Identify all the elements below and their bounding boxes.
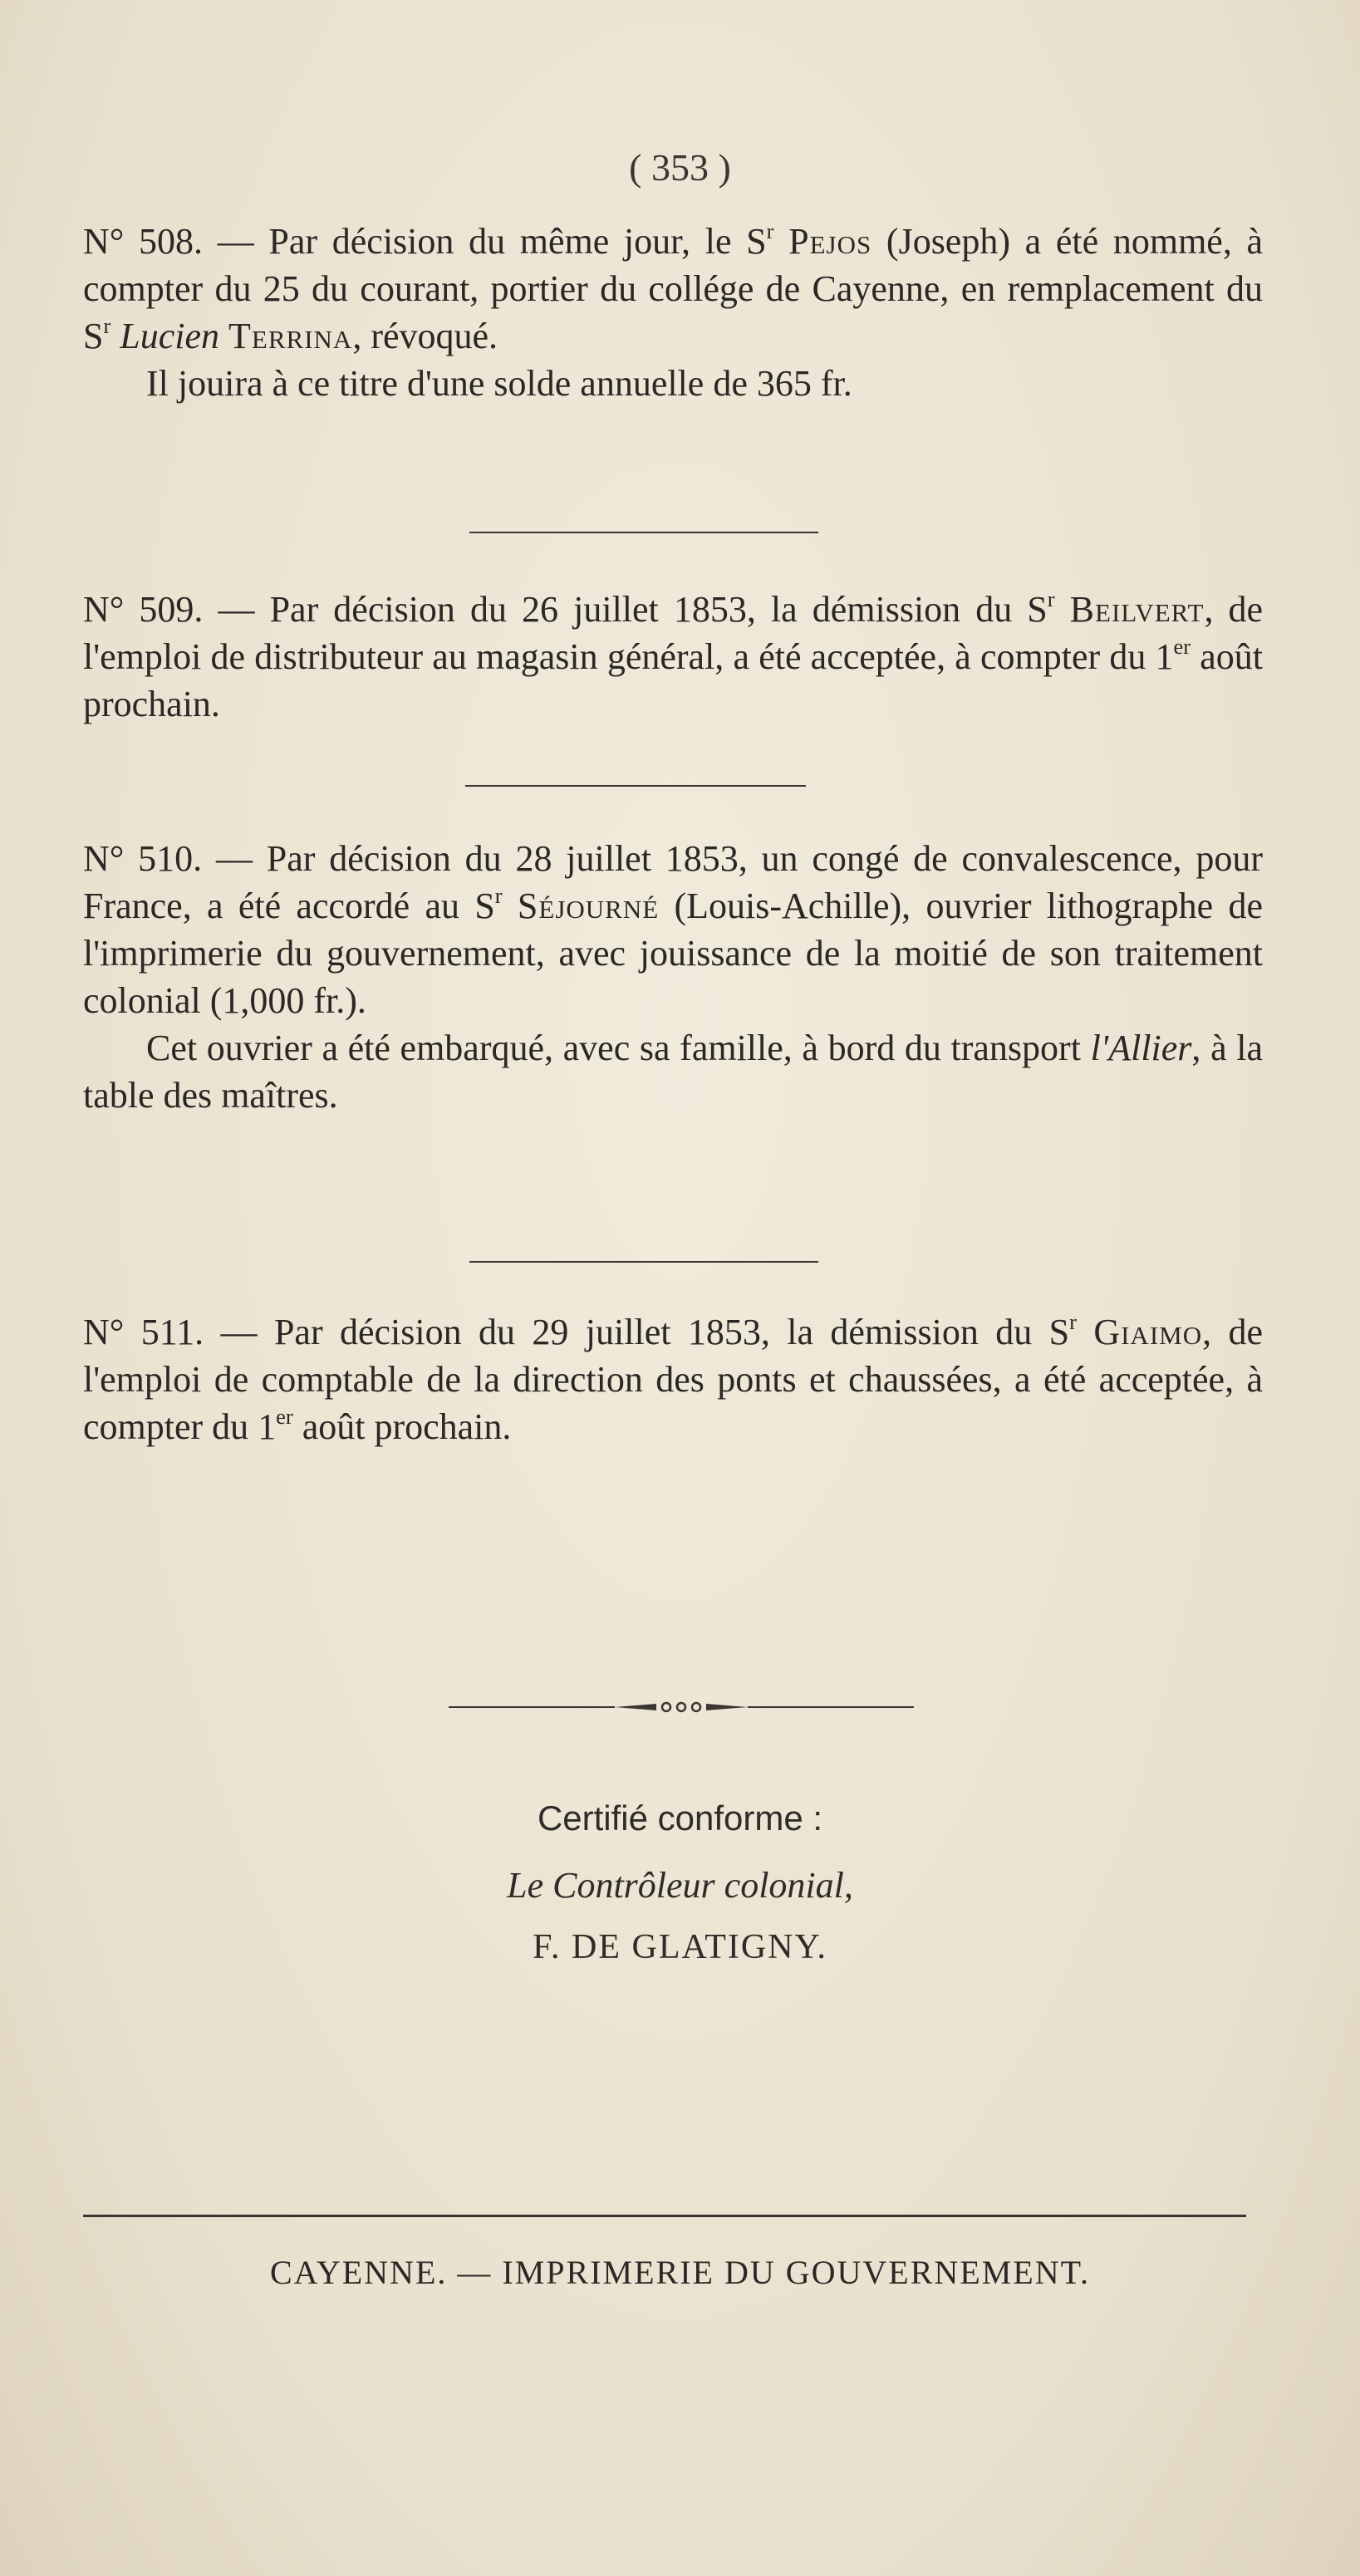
superscript: er (276, 1404, 293, 1430)
text-run: août prochain. (292, 1406, 512, 1447)
superscript: r (103, 313, 111, 339)
entry-paragraph (83, 1308, 1263, 1450)
entry-paragraph (83, 360, 1263, 407)
entry-508 (83, 218, 1263, 407)
text-run: Il jouira à ce titre d'une solde annuelle de 365 fr. (146, 363, 852, 404)
certification-heading: Certifié conforme : (537, 1798, 823, 1838)
entry-509 (83, 586, 1263, 728)
entry-text (83, 838, 1263, 1021)
entry-paragraph (83, 218, 1263, 360)
superscript: r (766, 218, 774, 244)
section-rule (465, 785, 806, 787)
text-run: , à la table des maîtres. (83, 1028, 1263, 1116)
text-run: août prochain. (83, 636, 1263, 724)
person-surname: Pejos (788, 221, 872, 262)
ornament-icon (449, 1699, 914, 1715)
entry-510 (83, 835, 1263, 1119)
text-run: (Joseph) a été nommé, à compter du 25 du courant, portier du collége de Cayenne, en remplacement du S (83, 221, 1264, 356)
person-surname: Giaimo (1093, 1312, 1203, 1352)
superscript: r (1069, 1309, 1077, 1335)
entry-number: N° 508. (83, 221, 204, 262)
ornamental-divider (449, 1699, 914, 1715)
entry-number: N° 509. (83, 589, 204, 630)
superscript: r (1047, 586, 1055, 612)
text-run: — Par décision du 29 juillet 1853, la démission du S (220, 1312, 1070, 1352)
text-run (110, 316, 120, 356)
page-number: ( 353 ) (629, 146, 731, 189)
section-rule (469, 532, 818, 533)
entry-paragraph (83, 1024, 1263, 1119)
entry-number: N° 511. (83, 1312, 204, 1352)
text-run (219, 316, 228, 356)
section-rule (469, 1261, 818, 1263)
text-run (1055, 589, 1070, 630)
text-run: , de l'emploi de distributeur au magasin général, a été acceptée, à compter du 1 (83, 589, 1264, 677)
certification-role: Le Contrôleur colonial, (507, 1865, 853, 1906)
entry-paragraph (83, 835, 1263, 1024)
text-run: — Par décision du même jour, le S (217, 221, 767, 262)
entry-text (83, 586, 1264, 724)
italic-text: l'Allier (1090, 1028, 1192, 1068)
person-surname: Terrina (228, 316, 353, 356)
entry-paragraph (83, 586, 1263, 728)
text-run: (Louis-Achille), ouvrier lithographe de l'imprimerie du gouvernement, avec jouissance de la moitié de son traitement colonial (1,000 fr.). (83, 886, 1264, 1021)
person-surname: Séjourné (517, 886, 660, 926)
person-surname: Beilvert (1069, 589, 1205, 630)
text-run (773, 221, 788, 262)
text-run: — Par décision du 28 juillet 1853, un congé de convalescence, pour France, a été accordé au S (83, 838, 1264, 926)
footer-rule (83, 2215, 1246, 2217)
certification-signatory: F. DE GLATIGNY. (533, 1928, 827, 1966)
superscript: r (494, 883, 503, 909)
text-run: , révoqué. (352, 316, 498, 356)
entry-511 (83, 1308, 1263, 1450)
entry-text (83, 1309, 1264, 1447)
entry-number: N° 510. (83, 838, 203, 879)
superscript: er (1173, 634, 1191, 660)
text-run: Cet ouvrier a été embarqué, avec sa famille, à bord du transport (146, 1028, 1091, 1068)
text-run: , de l'emploi de comptable de la direction des ponts et chaussées, a été acceptée, à compter du 1 (83, 1312, 1264, 1447)
text-run (503, 886, 518, 926)
printer-imprint: CAYENNE. — IMPRIMERIE DU GOUVERNEMENT. (269, 2254, 1091, 2291)
text-run (1077, 1312, 1093, 1352)
text-run: — Par décision du 26 juillet 1853, la démission du S (218, 589, 1048, 630)
entry-text (83, 218, 1264, 356)
italic-text: Lucien (120, 316, 220, 356)
